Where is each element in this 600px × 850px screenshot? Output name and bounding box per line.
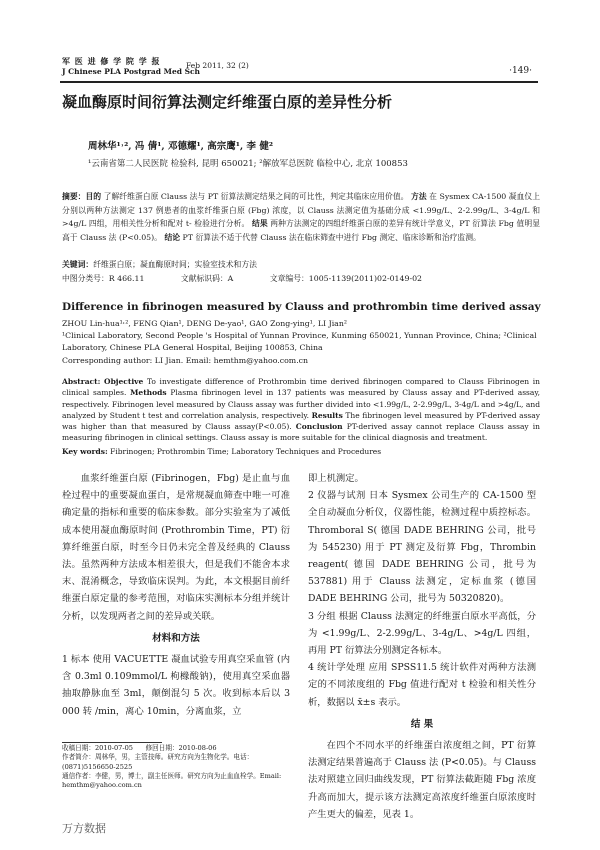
results-text-cn: 两种方法测定的四组纤维蛋白原的差异有统计学意义，PT 衍算法 Fbg 值明显高于 Clauss 法 (P<0.05)。: [62, 219, 541, 242]
objective-label-en: Objective: [104, 377, 144, 386]
keywords-text-cn: 纤维蛋白原；凝血酶原时间；实验室技术和方法: [93, 260, 257, 269]
document-code: 文献标识码：A: [180, 274, 234, 283]
results-label-cn: 结果: [251, 219, 268, 229]
abstract-label-cn: 摘要：: [62, 192, 86, 201]
results-paragraph: 在四个不同水平的纤维蛋白浓度组之间，PT 衍算法测定结果普遍高于 Clauss 法 (P<0.05)。与 Clauss 法对照建立回归曲线发现，PT 衍算法截距随 Fbg 浓度升高而加大，提示该方法测定高浓度纤维蛋白原浓度时产生更大的偏差，见表 1。: [308, 740, 536, 820]
article-number: 文章编号：1005-1139(2011)02-0149-02: [269, 274, 422, 283]
objective-text-en: To investigate difference of Prothrombin time derived fibrinogen compared to Clauss Fibrinogen in clinical samples.: [62, 377, 540, 398]
journal-name-en: J Chinese PLA Postgrad Med Sch: [62, 67, 201, 76]
body-column-left: [62, 470, 290, 720]
article-title-cn: 凝血酶原时间衍算法测定纤维蛋白原的差异性分析: [62, 93, 393, 111]
specimen-continuation: 即上机测定。: [308, 473, 364, 484]
received-date: 收稿日期：2010-07-05: [62, 744, 133, 752]
clc-number: 中图分类号：R 466.11: [62, 274, 145, 283]
keywords-en: [62, 446, 540, 457]
results-label-en: Results: [311, 410, 343, 420]
corresponding-info: 通信作者：李健，男，博士，副主任医师。研究方向为止血血栓学。Email: hemthm@yahoo.com.cn: [62, 771, 282, 790]
conclusion-label-en: Conclusion: [295, 422, 343, 432]
conclusion-text-en: PT-derived assay cannot replace Clauss assay in measuring fibrinogen in clinical settings. Clauss assay is more suitable for the clinical diagnosis and treatment.: [62, 422, 540, 443]
article-meta-cn: [62, 272, 540, 285]
grouping-paragraph: 3 分组 根据 Clauss 法测定的纤维蛋白原水平高低，分为 <1.99g/L、2-2.99g/L、3-4g/L、>4g/L 四组，再用 PT 衍算法分别测定各标本。: [308, 610, 536, 657]
page-number: ·149·: [509, 66, 532, 76]
conclusion-text-cn: PT 衍算法不适于代替 Clauss 法在临床筛查中进行 Fbg 测定、临床诊断和治疗监测。: [182, 232, 481, 242]
keywords-label-cn: 关键词：: [62, 260, 94, 269]
section-heading-methods: 材料和方法: [152, 632, 200, 644]
footnote: [62, 744, 290, 790]
intro-paragraph: 血浆纤维蛋白原 (Fibrinogen，Fbg) 是止血与血栓过程中的重要凝血蛋白，是常规凝血筛查中唯一可准确定量的指标和重要的临床参数。部分实验室为了减低成本使用凝血酶原时间 (Prothrombin Time，PT) 衍算纤维蛋白原，时至今日仍未完全普及经典的 Clauss 法。虽然两种方法成本相差很大，但是我们不能舍本求末、混淆概念，导致临床误判。为此，本文根据目前纤维蛋白原定量的参考范围，对临床实测标本分组并统计分析，以发现两者之间的差异或关联。: [62, 473, 290, 622]
methods-text-en: Plasma fibrinogen level in 137 patients was measured by Clauss assay and PT-derived assay, respectively. Fibrinogen level measured by Clauss assay was further divided into <1.99g/L, 2-2.99g/L, 3-4g/L and >4g/L, and analyzed by Student t test and correlation analysis, respectively.: [62, 388, 540, 420]
keywords-cn: [62, 258, 540, 271]
objective-text-cn: 了解纤维蛋白原 Clauss 法与 PT 衍算法测定结果之间的可比性，判定其临床应用价值。: [103, 192, 409, 201]
objective-label-cn: 目的: [85, 192, 102, 201]
affiliation-cn: ¹云南省第二人民医院 检验科, 昆明 650021; ²解放军总医院 临检中心, 北京 100853: [88, 159, 408, 169]
methods-label-en: Methods: [130, 388, 167, 398]
specimen-paragraph: 1 标本 使用 VACUETTE 凝血试验专用真空采血管 (内含 0.3ml 0.109mmol/L 枸橼酸钠)，使用真空采血器抽取静脉血至 3ml，颠倒混匀 5 次。收到标本后以 3 000 转 /min，离心 10min，分离血浆，立: [62, 654, 290, 717]
header-divider: [60, 81, 538, 83]
conclusion-label-cn: 结论: [164, 232, 181, 242]
authors-en: ZHOU Lin-hua¹˒², FENG Qian¹, DENG De-yao¹, GAO Zong-ying¹, LI Jian²: [62, 319, 347, 328]
revised-date: 修回日期：2010-08-06: [145, 744, 217, 752]
statistics-paragraph: 4 统计学处理 应用 SPSS11.5 统计软件对两种方法测定的不同浓度组的 Fbg 值进行配对 t 检验和相关性分析，数据以 x̄±s 表示。: [308, 662, 536, 708]
abstract-en: [62, 376, 540, 444]
article-title-en: Difference in fibrinogen measured by Clauss and prothrombin time derived assay: [62, 301, 541, 313]
methods-label-cn: 方法: [411, 192, 427, 201]
journal-name-cn: 军 医 进 修 学 院 学 报: [62, 56, 161, 66]
abstract-cn: [62, 190, 540, 244]
footnote-dates: [62, 744, 290, 753]
author-info: 作者简介：周林华，男，主管技师。研究方向为生物化学。电话：(0871)5156650-2525: [62, 753, 254, 771]
body-column-right: [308, 470, 536, 823]
results-text-en: The fibrinogen level measured by PT-derived assay was higher than that measured by Clauss assay(P<0.05).: [62, 410, 540, 432]
keywords-label-en: Key words:: [62, 447, 108, 456]
watermark-text: 万方数据: [62, 822, 106, 835]
authors-cn: 周林华¹˒², 冯 倩¹, 邓德耀¹, 高宗鹰¹, 李 健²: [88, 141, 274, 152]
corresponding-author-en: Corresponding author: LI Jian. Email: hemthm@yahoo.com.cn: [62, 356, 309, 365]
instruments-paragraph: 2 仪器与试剂 日本 Sysmex 公司生产的 CA-1500 型全自动凝血分析仪，仪器性能，检测过程中质控标态。Thromboral S( 德国 DADE BEHRING 公司，批号为 545230) 用于 PT 测定及衍算 Fbg，Thrombin reagent( 德国 DADE BEHRING 公司，批号为 537881) 用于 Clauss 法测定，定标血浆 (德国 DADE BEHRING 公司，批号为 50320820)。: [308, 490, 536, 605]
keywords-text-en: Fibrinogen; Prothrombin Time; Laboratory Techniques and Procedures: [110, 447, 382, 456]
methods-text-cn: 在 Sysmex CA-1500 凝血仪上分别以两种方法测定 137 例患者的血浆纤维蛋白原 (Fbg) 浓度，以 Clauss 法测定值为基础分成 <1.99g/L、2-2.99g/L、3-4g/L 和 >4g/L 四组，用相关性分析和配对 t- 检验进行分析。: [62, 192, 541, 229]
issue-label: Feb 2011, 32 (2): [186, 61, 249, 70]
affiliation-en: ¹Clinical Laboratory, Second People 's Hospital of Yunnan Province, Kunming 650021, Yunnan Province, China; ²Clinical Laboratory, Chinese PLA General Hospital, Beijing 100853, China: [62, 331, 537, 352]
abstract-label-en: Abstract:: [62, 377, 101, 386]
section-heading-results: 结 果: [410, 718, 434, 730]
footnote-divider: [62, 742, 162, 743]
